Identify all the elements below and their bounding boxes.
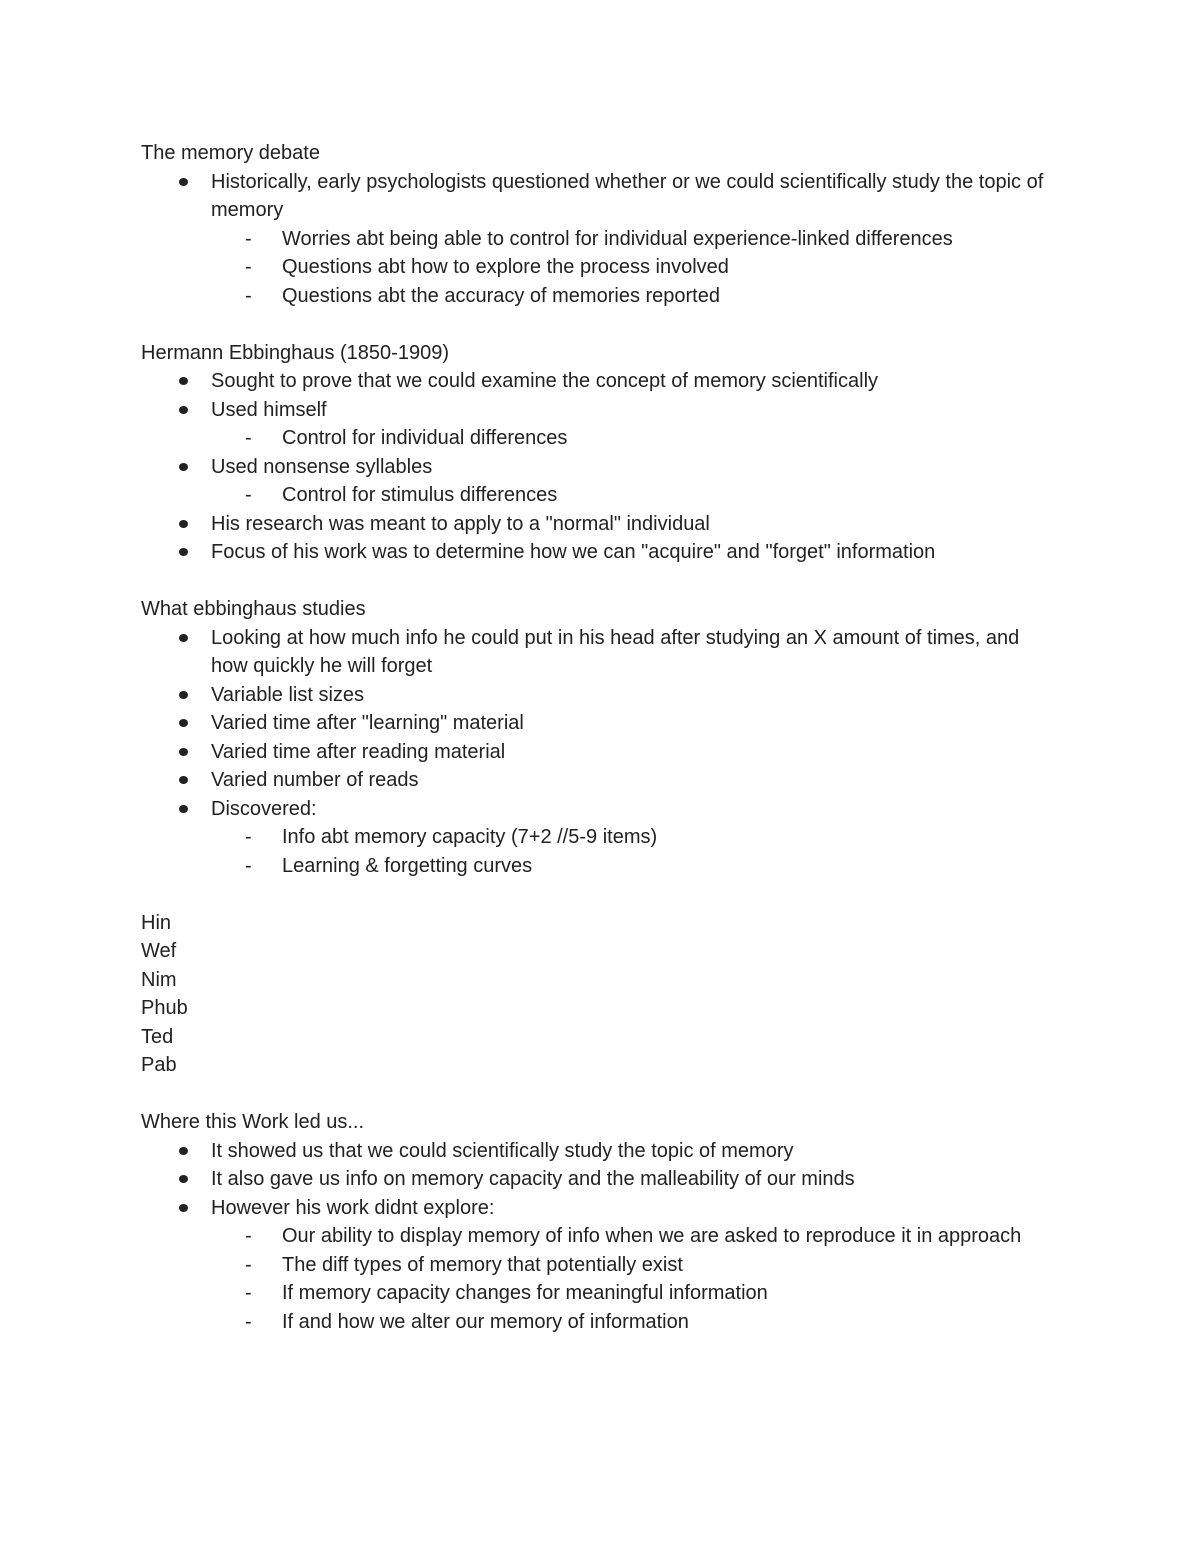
sub-item-text: If and how we alter our memory of information xyxy=(282,1310,689,1333)
spacer xyxy=(141,1080,1061,1109)
bullet-text: It also gave us info on memory capacity and the malleability of our minds xyxy=(211,1168,855,1190)
bullet-dot-icon xyxy=(179,805,188,813)
bullet-dot-icon xyxy=(179,377,188,385)
bullet-item xyxy=(141,681,1061,710)
plain-line: Pab xyxy=(141,1054,177,1076)
bullet-text: Looking at how much info he could put in his head after studying an X amount of times, and how quickly he will forget xyxy=(211,626,1020,677)
sub-item xyxy=(141,1251,1061,1280)
bullet-item xyxy=(141,538,1061,567)
dash-icon: - xyxy=(245,854,252,877)
bullet-item xyxy=(141,738,1061,767)
spacer xyxy=(141,567,1061,596)
bullet-text: Varied number of reads xyxy=(211,769,419,791)
dash-icon: - xyxy=(245,826,252,848)
bullet-dot-icon xyxy=(179,748,188,756)
dash-icon: - xyxy=(245,1282,252,1304)
dash-icon: - xyxy=(245,284,252,307)
bullet-item xyxy=(141,396,1061,425)
sub-item-text: Our ability to display memory of info when we are asked to reproduce it in approach xyxy=(282,1225,1022,1247)
section-where-this-work-led-us xyxy=(141,1108,1061,1336)
section-heading: Where this Work led us... xyxy=(141,1111,365,1133)
bullet-item xyxy=(141,1194,1061,1223)
bullet-item xyxy=(141,766,1061,795)
bullet-text: His research was meant to apply to a "normal" individual xyxy=(211,512,710,535)
bullet-dot-icon xyxy=(179,691,188,699)
spacer xyxy=(141,880,1061,909)
plain-line: Phub xyxy=(141,997,188,1019)
bullet-text: Focus of his work was to determine how we can "acquire" and "forget" information xyxy=(211,541,936,563)
bullet-text: Sought to prove that we could examine the concept of memory scientifically xyxy=(211,370,879,392)
plain-line: Wef xyxy=(141,940,177,962)
bullet-item xyxy=(141,367,1061,396)
sub-item xyxy=(141,852,1061,881)
plain-line: Hin xyxy=(141,911,172,934)
sub-item xyxy=(141,1279,1061,1308)
sub-item-text: The diff types of memory that potentially exist xyxy=(282,1253,683,1276)
bullet-text: Historically, early psychologists questioned whether or we could scientifically study the topic of memory xyxy=(211,170,1044,221)
bullet-item xyxy=(141,624,1061,681)
sub-item-text: Questions abt the accuracy of memories reported xyxy=(282,284,720,307)
bullet-item xyxy=(141,1137,1061,1166)
sub-item xyxy=(141,1222,1061,1251)
bullet-item xyxy=(141,168,1061,225)
sub-item xyxy=(141,1308,1061,1337)
bullet-item xyxy=(141,510,1061,539)
dash-icon: - xyxy=(245,484,252,506)
bullet-text: Used himself xyxy=(211,398,327,421)
sub-item xyxy=(141,823,1061,852)
bullet-dot-icon xyxy=(179,520,188,528)
sub-item-text: Info abt memory capacity (7+2 //5-9 items) xyxy=(282,826,658,848)
sub-item xyxy=(141,282,1061,311)
bullet-dot-icon xyxy=(179,463,188,471)
bullet-item xyxy=(141,795,1061,824)
sub-item-text: Control for individual differences xyxy=(282,427,568,449)
bullet-dot-icon xyxy=(179,1175,188,1183)
section-what-ebbinghaus-studies xyxy=(141,595,1061,880)
sub-item-text: If memory capacity changes for meaningful information xyxy=(282,1282,768,1304)
sub-item xyxy=(141,481,1061,510)
bullet-text: Varied time after reading material xyxy=(211,740,506,763)
section-heading: The memory debate xyxy=(141,142,320,164)
bullet-text: Discovered: xyxy=(211,797,317,820)
dash-icon: - xyxy=(245,1310,252,1333)
spacer xyxy=(141,310,1061,339)
sub-item xyxy=(141,424,1061,453)
plain-line: Nim xyxy=(141,968,177,991)
bullet-item xyxy=(141,1165,1061,1194)
sub-item-text: Questions abt how to explore the process involved xyxy=(282,256,729,278)
bullet-dot-icon xyxy=(179,1147,188,1155)
dash-icon: - xyxy=(245,1253,252,1276)
bullet-dot-icon xyxy=(179,1204,188,1212)
bullet-text: Varied time after "learning" material xyxy=(211,712,524,734)
bullet-text: It showed us that we could scientifically study the topic of memory xyxy=(211,1139,794,1162)
bullet-text: Used nonsense syllables xyxy=(211,455,433,478)
dash-icon: - xyxy=(245,227,252,250)
bullet-item xyxy=(141,453,1061,482)
document-page xyxy=(141,139,1061,1336)
section-ebbinghaus xyxy=(141,339,1061,567)
sub-item-text: Control for stimulus differences xyxy=(282,484,558,506)
bullet-dot-icon xyxy=(179,719,188,727)
bullet-dot-icon xyxy=(179,776,188,784)
sub-item xyxy=(141,253,1061,282)
sub-item xyxy=(141,225,1061,254)
bullet-dot-icon xyxy=(179,634,188,642)
sub-item-text: Learning & forgetting curves xyxy=(282,854,533,877)
bullet-dot-icon xyxy=(179,548,188,556)
section-heading: What ebbinghaus studies xyxy=(141,598,366,620)
bullet-dot-icon xyxy=(179,406,188,414)
bullet-item xyxy=(141,709,1061,738)
bullet-text: However his work didnt explore: xyxy=(211,1196,495,1219)
section-memory-debate xyxy=(141,139,1061,310)
plain-lines xyxy=(141,909,1061,1080)
bullet-text: Variable list sizes xyxy=(211,683,365,706)
dash-icon: - xyxy=(245,1225,252,1247)
plain-line: Ted xyxy=(141,1025,174,1048)
bullet-dot-icon xyxy=(179,178,188,186)
dash-icon: - xyxy=(245,427,252,449)
sub-item-text: Worries abt being able to control for individual experience-linked differences xyxy=(282,227,953,250)
section-heading: Hermann Ebbinghaus (1850-1909) xyxy=(141,341,449,364)
dash-icon: - xyxy=(245,256,252,278)
